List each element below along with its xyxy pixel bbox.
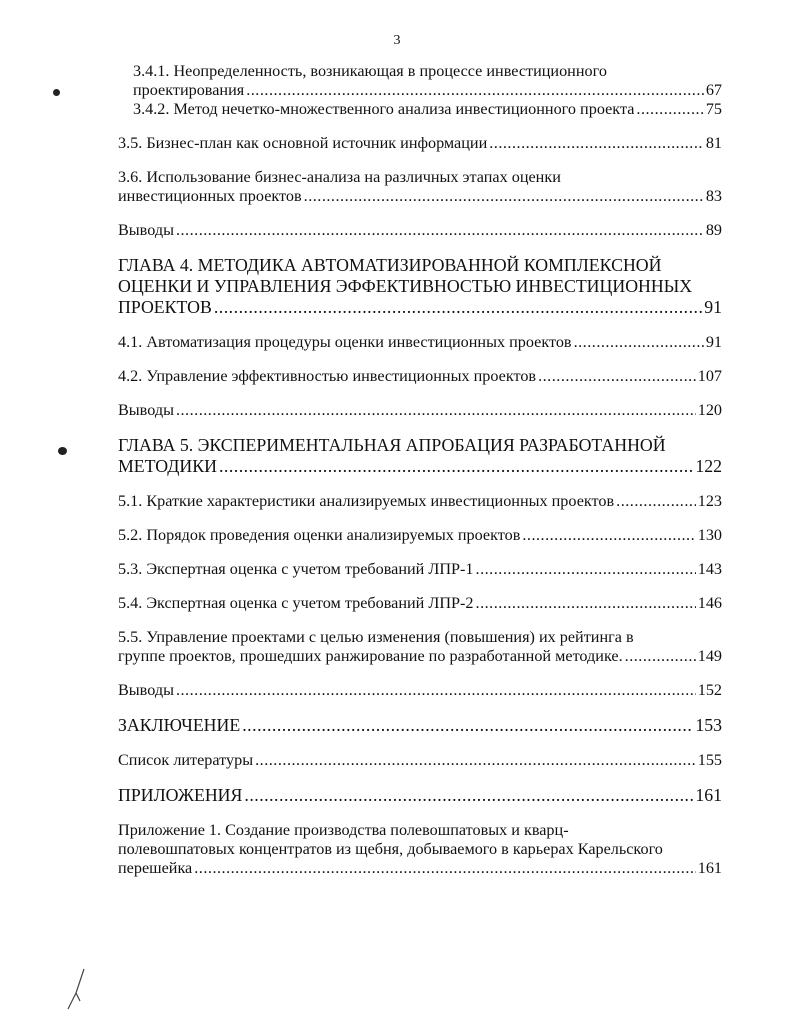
toc-entry-conclusion: ЗАКЛЮЧЕНИЕ ..... 153: [118, 715, 722, 736]
table-of-contents: [118, 62, 722, 878]
toc-entry-4-2: 4.2. Управление эффективностью инвестиционных проектов ..... 107: [118, 367, 722, 386]
toc-entry-3-4-2: 3.4.2. Метод нечетко-множественного анализа инвестиционного проекта ..... 75: [118, 100, 722, 119]
toc-entry-3-5: 3.5. Бизнес-план как основной источник информации ..... 81: [118, 134, 722, 153]
toc-page-number: 91: [704, 297, 722, 317]
toc-entry-conclusions-ch5: Выводы ..... 152: [118, 681, 722, 700]
scan-dot-mark: [58, 447, 67, 455]
toc-page-number: 146: [697, 594, 722, 612]
toc-page-number: 149: [697, 647, 722, 665]
toc-page-number: 153: [695, 715, 722, 735]
toc-page-number: 81: [705, 134, 722, 152]
toc-entry-3-6: 3.6. Использование бизнес-анализа на различных этапах оценки инвестиционных проектов ..... 83: [118, 168, 722, 206]
toc-page-number: 155: [697, 751, 722, 769]
toc-entry-5-5: 5.5. Управление проектами с целью изменения (повышения) их рейтинга в группе проектов, прошедших ранжирование по разработанной методике. ..... 149: [118, 628, 722, 666]
toc-entry-5-4: 5.4. Экспертная оценка с учетом требований ЛПР-2 ..... 146: [118, 594, 722, 613]
toc-entry-appendix-1: Приложение 1. Создание производства полевошпатовых и кварц- полевошпатовых концентратов из щебня, добываемого в карьерах Карельского перешейка ..... 161: [118, 821, 722, 878]
toc-page-number: 161: [697, 859, 722, 877]
toc-page-number: 91: [705, 333, 722, 351]
scan-scribble-mark: [62, 965, 92, 1015]
toc-entry-chapter-5: ГЛАВА 5. ЭКСПЕРИМЕНТАЛЬНАЯ АПРОБАЦИЯ РАЗРАБОТАННОЙ МЕТОДИКИ ..... 122: [118, 435, 722, 477]
toc-entry-5-3: 5.3. Экспертная оценка с учетом требований ЛПР-1 ..... 143: [118, 560, 722, 579]
toc-entry-3-4-1: 3.4.1. Неопределенность, возникающая в процессе инвестиционного проектирования ..... 67: [118, 62, 722, 100]
toc-page-number: 143: [697, 560, 722, 578]
toc-entry-appendices: ПРИЛОЖЕНИЯ ..... 161: [118, 785, 722, 806]
toc-page-number: 107: [697, 367, 722, 385]
toc-page-number: 130: [697, 526, 722, 544]
toc-entry-bibliography: Список литературы ..... 155: [118, 751, 722, 770]
toc-entry-4-1: 4.1. Автоматизация процедуры оценки инвестиционных проектов ..... 91: [118, 333, 722, 352]
toc-page-number: 67: [705, 81, 722, 99]
toc-page-number: 122: [695, 456, 722, 476]
toc-entry-conclusions-ch3: Выводы ..... 89: [118, 221, 722, 240]
toc-page-number: 83: [705, 187, 722, 205]
page-number: 3: [393, 33, 401, 48]
scan-dot-mark: [53, 89, 60, 96]
toc-entry-5-2: 5.2. Порядок проведения оценки анализируемых проектов ..... 130: [118, 526, 722, 545]
toc-page-number: 89: [705, 221, 722, 239]
toc-entry-chapter-4: ГЛАВА 4. МЕТОДИКА АВТОМАТИЗИРОВАННОЙ КОМПЛЕКСНОЙ ОЦЕНКИ И УПРАВЛЕНИЯ ЭФФЕКТИВНОСТЬЮ ИНВЕСТИЦИОННЫХ ПРОЕКТОВ ..... 91: [118, 255, 722, 318]
toc-entry-conclusions-ch4: Выводы ..... 120: [118, 401, 722, 420]
toc-page-number: 161: [695, 785, 722, 805]
toc-page-number: 120: [697, 401, 722, 419]
toc-entry-5-1: 5.1. Краткие характеристики анализируемых инвестиционных проектов ..... 123: [118, 492, 722, 511]
toc-page-number: 123: [697, 492, 722, 510]
toc-page-number: 152: [697, 681, 722, 699]
toc-page-number: 75: [705, 100, 722, 118]
